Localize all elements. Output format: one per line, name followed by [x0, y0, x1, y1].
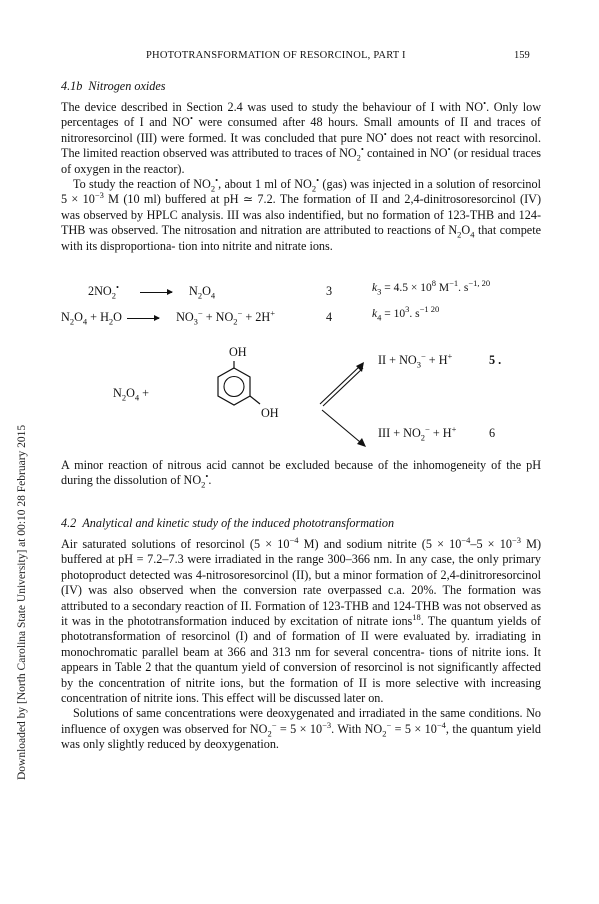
- heading-title: Nitrogen oxides: [88, 79, 166, 93]
- para-no2-reaction: To study the reaction of $NO_2^•$, about 1 ml of $NO_2^•$ (gas) was injected in a solution of resorcinol $5 \times 10^{-3}$ M (10 ml) buffered at pH ≃ 7.2. The formation of II and 2,4-dinitrosoresorcinol (IV) was observed by HPLC analysis. III was also indentified, but no formation of 123-THB and 124-THB was observed. The nitrosation and nitration are attributed to reactions of $N_2O_4$ that compete with its disproportiona- tion into nitrite and nitrate ions.: [61, 174, 542, 253]
- equation-4-rate-constant: $k_4 = 10^3$. $s^{-1 20}$: [372, 304, 440, 323]
- hydroxyl-bottom-label: OH: [261, 406, 279, 420]
- arrow-up-line: [320, 366, 360, 404]
- scheme-reactant: $N_2O_4$ +: [113, 386, 150, 403]
- section-heading-41b: [61, 79, 166, 94]
- equation-3-rate-constant: $k_3 = 4.5 \times 10^8$ $M^{-1}$. $s^{-1, 20}$: [372, 278, 491, 297]
- heading-number: 4.1b: [61, 79, 83, 93]
- scheme-product-5: II + $NO_3^- + H^+$: [378, 350, 453, 370]
- equation-3-number: 3: [326, 284, 333, 298]
- equation-3-reaction: $2NO_2^•$ $N_2O_4$: [88, 281, 216, 301]
- scheme-product-6: III + $NO_2^- + H^+$: [378, 423, 457, 443]
- para-nitrous-acid: A minor reaction of nitrous acid cannot be excluded because of the inhomogeneity of the pH during the dissolution of $NO_2^•$.: [61, 458, 542, 490]
- para-nitrogen-oxides: The device described in Section 2.4 was used to study the behaviour of I with NO•. Only low percentages of I and NO• were consumed after 48 hours. Small amounts of II and traces of nitroresorcinol (III) were formed. It was concluded that pure NO• does not react with resorcinol. The limited reaction observed was attributed to traces of $NO_2^•$ contained in NO• (or residual traces of oxygen in the reactor).: [61, 97, 541, 176]
- branch-arrows: [316, 360, 372, 450]
- resorcinol-structure: [196, 350, 306, 430]
- section-heading-42: [61, 516, 394, 531]
- page-number: 159: [514, 50, 530, 61]
- oh-bond-bottom: [250, 396, 260, 404]
- hydroxyl-top-label: OH: [229, 345, 247, 359]
- para-analytical-study: Air saturated solutions of resorcinol ($5 \times 10^{-4}$ M) and sodium nitrite ($5 \times 10^{-4}-5 \times 10^{-3}$ M) buffered at pH = 7.2–7.3 were irradiated in the range 300–366 nm. In any case, the only primary photoproduct detected was 4-nitrosoresorcinol (II), but a minor formation of 2,4-dinitroresorcinol (IV) was also observed when the conversion rate overpassed c.a. 20%. The formation was attributed to a secondary reaction of II. Formation of 123-THB and 124-THB was not observed as it was in the phototransformation induced by excitation of nitrate ions$^{18}$. The quantum yields of phototransformation of resorcinol (I) and of formation of II were evaluated by. irradiating in monochromatic parallel beam at 366 and 313 nm for several concentra- tions of nitrite ions. It appears in Table 2 that the quantum yield of conversion of resorcinol is not significantly affected by the concentration of nitrite ions, but the formation of II is more selective with increasing concentration of nitrite ions. This effect will be discussed later on.: [61, 534, 542, 706]
- benzene-ring: [218, 368, 250, 405]
- aromatic-circle: [224, 377, 244, 397]
- heading-number: 4.2: [61, 516, 77, 530]
- equation-4-reaction: $N_2O_4 + H_2O$ $NO_3^- + NO_2^- + 2H^+$: [61, 307, 276, 327]
- section-41b-body: [61, 97, 542, 254]
- running-header: PHOTOTRANSFORMATION OF RESORCINOL, PART I: [146, 50, 406, 61]
- para-deoxygenation: Solutions of same concentrations were deoxygenated and irradiated in the same conditions. No influence of oxygen was observed for $NO_2^- = 5 \times 10^{-3}$. With $NO_2^- = 5 \times 10^{-4}$, the quantum yield was only slightly reduced by deoxygenation.: [61, 706, 542, 752]
- section-42-body: [61, 534, 542, 753]
- heading-title: Analytical and kinetic study of the induced phototransformation: [82, 516, 395, 530]
- reaction-arrow: [127, 318, 159, 319]
- arrow-down-head: [357, 438, 366, 447]
- scheme-number-6: 6: [489, 426, 496, 440]
- download-watermark: Downloaded by [North Carolina State University] at 00:10 28 February 2015: [16, 424, 28, 780]
- arrow-down-line: [322, 410, 360, 442]
- equation-4-number: 4: [326, 310, 333, 324]
- scheme-number-5: 5 .: [489, 353, 502, 367]
- reaction-arrow: [140, 292, 172, 293]
